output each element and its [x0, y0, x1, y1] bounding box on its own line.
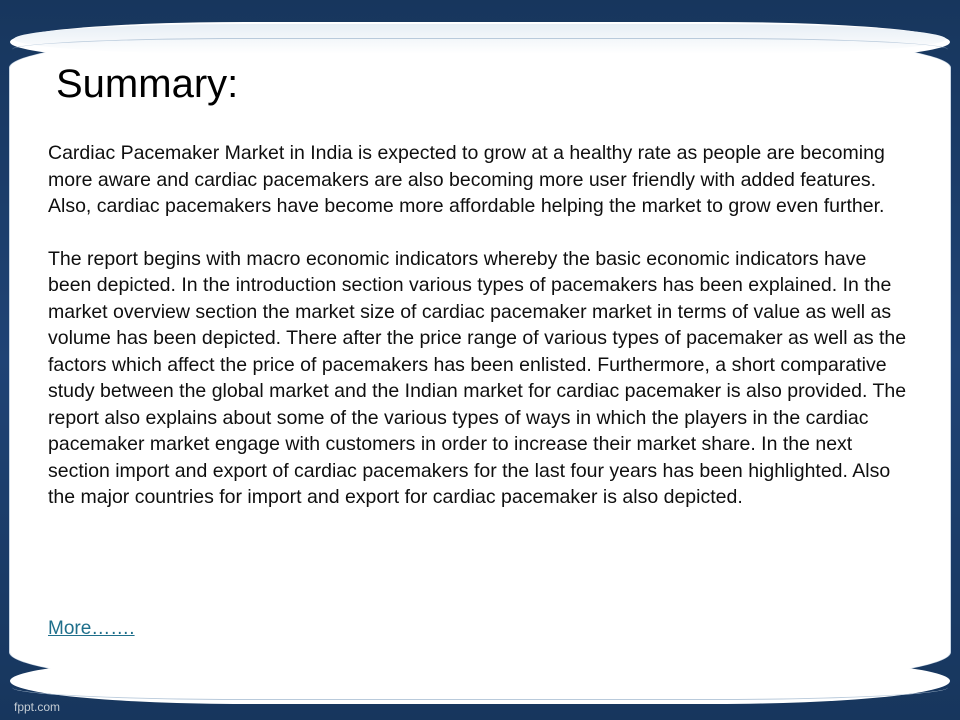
slide-body: [48, 140, 910, 511]
paragraph-1: Cardiac Pacemaker Market in India is expected to grow at a healthy rate as people are becoming more aware and cardiac pacemakers are also becoming more user friendly with added features. Also, cardiac pacemakers have become more affordable helping the market to grow even further.: [48, 142, 885, 217]
page-title: Summary:: [56, 62, 239, 106]
more-link[interactable]: More…….: [48, 618, 135, 639]
watermark-label: fppt.com: [14, 700, 61, 714]
paragraph-2: The report begins with macro economic indicators whereby the basic economic indicators have been depicted. In the introduction section various types of pacemakers has been explained. In the market overview section the market size of cardiac pacemaker market in terms of value as well as volume has been depicted. There after the price range of various types of pacemaker as well as the factors which affect the price of pacemakers has been enlisted. Furthermore, a short comparative study between the global market and the Indian market for cardiac pacemaker is also provided. The report also explains about some of the various types of ways in which the players in the cardiac pacemaker market engage with customers in order to increase their market share. In the next section import and export of cardiac pacemakers for the last four years has been highlighted. Also the major countries for import and export for cardiac pacemaker is also depicted.: [48, 247, 907, 508]
